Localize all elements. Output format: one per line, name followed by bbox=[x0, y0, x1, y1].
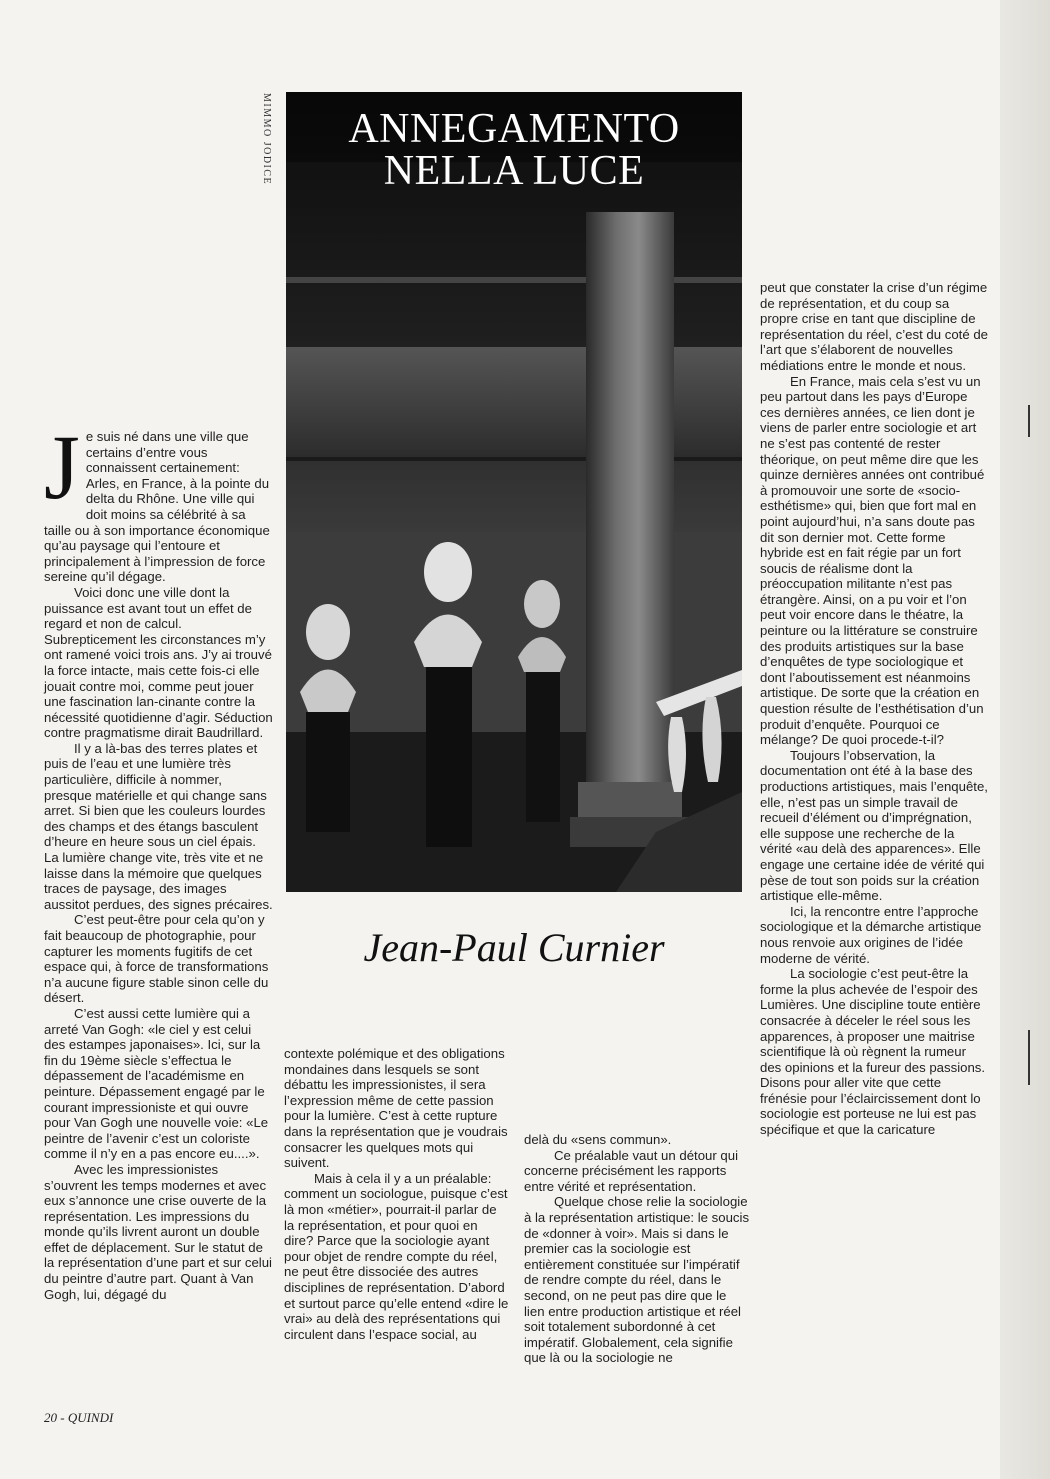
paragraph: La sociologie c’est peut-être la forme la plus achevée de l’espoir des Lumières. Une discipline toute entière consacrée à déceler le réel sous les apparences, à proposer une maitrise scientifique là où règnent la rumeur des opinions et la fureur des passions. Disons pour aller vite que cette frénésie pour l’éclaircissement dont lo sociologie est porteuse ne lui est pas spécifique et que la caricature bbox=[760, 966, 986, 1138]
drop-cap: J bbox=[44, 416, 80, 518]
next-page-edge bbox=[1000, 0, 1050, 1479]
paragraph: Avec les impressionistes s’ouvrent les temps modernes et avec eux s’annonce une crise ouverte de la représentation. Les impressions du monde qu’ils livrent auront un double effet de déplacement. Sur le statut de la représentation d’une part et sur celui du peintre d’autre part. Quant à Van Gogh, lui, dégagé du bbox=[44, 1161, 272, 1302]
paragraph: peut que constater la crise d’un régime de représentation, et du coup sa propre crise en tant que discipline de représentation du réel, c’est du coté de l’art que s’élaborent de nouvelles médiations entre le monde et nous. bbox=[760, 280, 988, 373]
text-column-3 bbox=[524, 1132, 750, 1366]
title-line-2: NELLA LUCE bbox=[383, 148, 645, 194]
paragraph: Toujours l’observation, la documentation ont été à la base des productions artistiques, mais l’enquête, elle, n’est pas un simple travail de recueil d’élément ou d’imprégnation, elle suppose une recherche de la vérité «au delà des apparences». Elle engage une certaine idée de vérité qui pèse de tout son poids sur la création artistique elle-même. bbox=[760, 747, 988, 904]
title-line-1: ANNEGAMENTO bbox=[348, 106, 680, 152]
article-title bbox=[286, 108, 742, 192]
hero-photograph bbox=[286, 92, 742, 892]
paragraph: Mais à cela il y a un préalable: comment un sociologue, puisque c’est là mon «métier», pourrait-il parlar de la représentation, et pour quoi en dire? Parce que la sociologie ayant pour objet de rendre compte du réel, ne peut être dissociée des autres disciplines de représentation. D’abord et surtout parce qu’elle entend «dire le vrai» au delà des représentations qui circulent dans l’espace social, au bbox=[284, 1170, 509, 1342]
paragraph: e suis né dans une ville que certains d’entre vous connaissent certainement: Arles, en France, à la pointe du delta du Rhône. Une ville qui doit moins sa célébrité à sa taille ou à son importance économique qu’au paysage qui l’entoure et principalement à l’impression de force sereine qu’il dégage. bbox=[44, 429, 270, 585]
paragraph: C’est aussi cette lumière qui a arreté Van Gogh: «le ciel y est celui des estampes japonaises». Ici, sur la fin du 19ème siècle s’effectua le dépassement de l’académisme en peinture. Dépassement engagé par le courant impressioniste et qui ouvre pour Van Gogh une nouvelle voie: «Le peintre de l’avenir c’est un coloriste comme il n’y en a pas encore eu....». bbox=[44, 1005, 269, 1162]
photo-credit: MIMMO JODICE bbox=[261, 93, 272, 186]
text-column-4 bbox=[760, 280, 989, 1138]
paragraph: contexte polémique et des obligations mondaines dans lesquels se sont débattu les impressionistes, il sera l’expression même de cette passion pour la lumière. C’est à cette rupture dans la représentation que je voudrais consacrer les quelques mots qui suivent. bbox=[284, 1046, 508, 1171]
page-folio: 20 - QUINDI bbox=[44, 1410, 114, 1425]
paragraph: Ici, la rencontre entre l’approche sociologique et la démarche artistique nous renvoie aux origines de l’idée moderne de vérité. bbox=[760, 903, 982, 966]
text-column-1 bbox=[44, 416, 273, 1302]
paragraph: En France, mais cela s’est vu un peu partout dans les pays d’Europe ces dernières années, ce lien dont je viens de parler entre sociologie et art ne s’est pas contenté de rester théorique, on peut même dire que les quinze dernières années ont contribué à promouvoir une sorte de «socio-esthétisme» qui, bien que fort mal en point aujourd’hui, n’a sans doute pas dit son dernier mot. Cette forme hybride est en fait régie par un fort soucis de réalisme dont la préoccupation militante n’est pas étrangère. Ainsi, on a pu voir et l’on peut voir encore dans le théatre, la peinture ou la littérature se construire des produits artistiques sur la base d’enquêtes de type sociologique et dont l’aboutissement est néanmoins artistique. De sorte que la création en question résulte de l’esthétisation d’un produit d’enquête. Pourquoi ce mélange? De quoi procede-t-il? bbox=[760, 373, 985, 748]
paragraph: Voici donc une ville dont la puissance est avant tout un effet de regard et non de calcul. Subrepticement les circonstances m’y ont ramené voici trois ans. J’y ai trouvé la force intacte, mais cette fois-ci elle jouait contre moi, comme peut jouer une fascination lan-cinante contre la nécessité quotidienne d’agir. Séduction contre pragmatisme dirait Baudrillard. bbox=[44, 584, 273, 741]
binding-mark bbox=[1028, 405, 1030, 437]
binding-mark bbox=[1028, 1030, 1030, 1085]
photograph-illustration bbox=[286, 92, 742, 892]
paragraph: Il y a là-bas des terres plates et puis de l’eau et une lumière très particulière, difficile à nommer, presque matérielle et qui change sans arret. Si bien que les couleurs lourdes des champs et des étangs basculent d’heure en heure sous un ciel épais. La lumière change vite, très vite et ne laisse dans la mémoire que quelques traces de paysage, des images aussitot perdues, des signes précaires. bbox=[44, 740, 273, 912]
paragraph: Quelque chose relie la sociologie à la représentation artistique: le soucis de «donner à voir». Mais si dans le premier cas la sociologie est entièrement constituée sur l’impératif de rendre compte du réel, dans le second, on ne peut pas dire que le lien entre production artistique et réel soit totalement subordonné à cet impératif. Globalement, cela signifie que là ou la sociologie ne bbox=[524, 1194, 750, 1366]
paragraph: delà du «sens commun». bbox=[524, 1132, 672, 1147]
paragraph: C’est peut-être pour cela qu’on y fait beaucoup de photographie, pour capturer les moments fugitifs de cet espace qui, à force de transformations n’a aucune figure stable sinon celle du désert. bbox=[44, 912, 269, 1006]
text-column-2 bbox=[284, 1046, 510, 1342]
paragraph: Ce préalable vaut un détour qui concerne précisément les rapports entre vérité et représentation. bbox=[524, 1147, 739, 1194]
author-name: Jean-Paul Curnier bbox=[363, 925, 665, 970]
